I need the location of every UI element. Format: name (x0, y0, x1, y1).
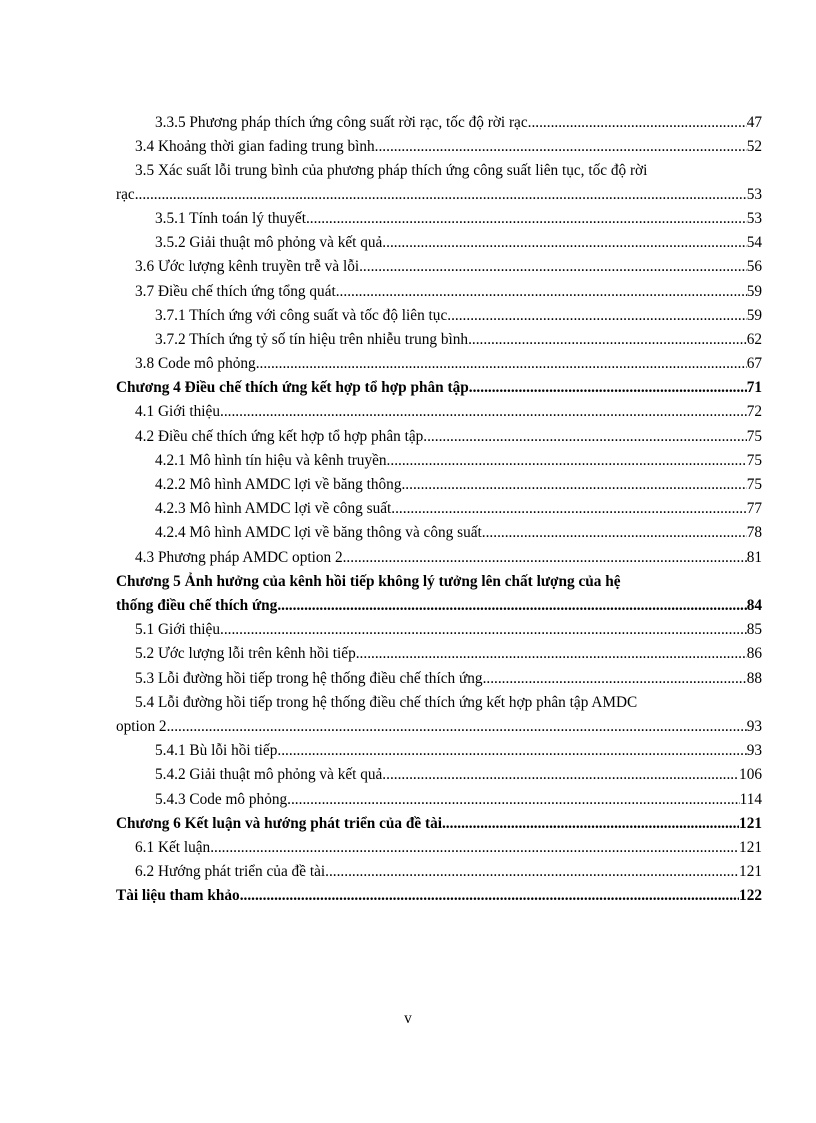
leader-dots (306, 210, 747, 228)
toc-entry-title: 5.1 Giới thiệu (135, 621, 220, 638)
toc-entry[interactable] (116, 791, 762, 813)
toc-entry[interactable] (116, 621, 762, 643)
toc-entry[interactable] (116, 670, 762, 692)
toc-entry[interactable] (116, 839, 762, 861)
leader-dots (343, 549, 747, 567)
toc-entry[interactable] (116, 549, 762, 571)
toc-entry[interactable] (116, 766, 762, 788)
leader-dots (382, 766, 739, 784)
toc-entry-page: 54 (746, 234, 762, 251)
leader-dots (167, 718, 747, 736)
leader-dots (423, 428, 746, 446)
toc-entry-page: 53 (746, 210, 762, 227)
leader-dots (277, 597, 746, 615)
toc-entry[interactable] (116, 258, 762, 280)
toc-entry-page: 122 (739, 887, 762, 904)
toc-entry-page: 59 (746, 307, 762, 324)
toc-entry-page: 52 (746, 138, 762, 155)
toc-entry-title: 4.3 Phương pháp AMDC option 2 (135, 549, 343, 566)
leader-dots (483, 670, 747, 688)
toc-entry-title: 3.8 Code mô phỏng (135, 355, 256, 372)
toc-entry[interactable] (116, 718, 762, 740)
toc-entry-page: 121 (739, 863, 762, 880)
leader-dots (442, 815, 739, 833)
toc-entry-title: rạc (116, 186, 135, 203)
leader-dots (336, 283, 747, 301)
leader-dots (325, 863, 739, 881)
toc-entry[interactable] (116, 742, 762, 764)
toc-chapter-entry[interactable] (116, 815, 762, 837)
toc-entry-page: 67 (746, 355, 762, 372)
toc-entry-title: 5.2 Ước lượng lỗi trên kênh hồi tiếp (135, 645, 356, 662)
toc-entry-title: Chương 4 Điều chế thích ứng kết hợp tổ hợp phân tập (116, 379, 469, 396)
toc-entry[interactable] (116, 307, 762, 329)
toc-entry-page: 75 (746, 476, 762, 493)
toc-chapter-entry[interactable] (116, 597, 762, 619)
toc-entry-title: 4.2.1 Mô hình tín hiệu và kênh truyền (155, 452, 387, 469)
toc-entry-page: 85 (746, 621, 762, 638)
toc-entry-page: 47 (746, 114, 762, 131)
toc-entry[interactable] (116, 331, 762, 353)
toc-entry-title: 3.3.5 Phương pháp thích ứng công suất rời rạc, tốc độ rời rạc (155, 114, 528, 131)
toc-entry-page: 75 (746, 452, 762, 469)
toc-entry-page: 59 (746, 283, 762, 300)
toc-entry-title: 5.4.3 Code mô phỏng (155, 791, 288, 808)
leader-dots (401, 476, 746, 494)
leader-dots (256, 355, 747, 373)
toc-entry-title: 3.6 Ước lượng kênh truyền trễ và lỗi (135, 258, 360, 275)
leader-dots (287, 791, 739, 809)
toc-entry[interactable] (116, 138, 762, 160)
leader-dots (469, 379, 747, 397)
toc-entry-title: 4.2.2 Mô hình AMDC lợi về băng thông (155, 476, 402, 493)
toc-entry-page: 62 (746, 331, 762, 348)
leader-dots (391, 500, 746, 518)
toc-entry-title: 3.5.2 Giải thuật mô phỏng và kết quả (155, 234, 383, 251)
toc-entry[interactable] (116, 114, 762, 136)
toc-entry[interactable] (116, 210, 762, 232)
toc-entry-title-line1[interactable]: 5.4 Lỗi đường hồi tiếp trong hệ thống điều chế thích ứng kết hợp phân tập AMDC (135, 694, 638, 711)
toc-entry-title: 3.7 Điều chế thích ứng tổng quát (135, 283, 336, 300)
leader-dots (240, 887, 739, 905)
toc-entry[interactable] (116, 186, 762, 208)
leader-dots (382, 234, 746, 252)
toc-entry-title: 3.4 Khoảng thời gian fading trung bình (135, 138, 375, 155)
toc-entry-title: 4.2.4 Mô hình AMDC lợi về băng thông và công suất (155, 524, 482, 541)
toc-entry-title: thống điều chế thích ứng (116, 597, 278, 614)
leader-dots (375, 138, 747, 156)
toc-entry-title: 6.2 Hướng phát triển của đề tài (135, 863, 326, 880)
toc-chapter-entry[interactable] (116, 887, 762, 909)
toc-entry-title: 5.3 Lỗi đường hồi tiếp trong hệ thống điều chế thích ứng (135, 670, 483, 687)
toc-chapter-title-line1[interactable]: Chương 5 Ảnh hưởng của kênh hồi tiếp không lý tưởng lên chất lượng của hệ (116, 573, 621, 590)
toc-entry-title: 3.7.1 Thích ứng với công suất và tốc độ liên tục (155, 307, 448, 324)
toc-entry-title: Tài liệu tham khảo (116, 887, 240, 904)
leader-dots (220, 621, 747, 639)
leader-dots (447, 307, 746, 325)
toc-entry-page: 71 (746, 379, 762, 396)
toc-entry[interactable] (116, 524, 762, 546)
toc-entry[interactable] (116, 863, 762, 885)
toc-entry-page: 86 (746, 645, 762, 662)
toc-entry-title: 3.5.1 Tính toán lý thuyết (155, 210, 306, 227)
toc-entry-title: 5.4.1 Bù lỗi hồi tiếp (155, 742, 278, 759)
toc-entry-page: 121 (739, 815, 762, 832)
toc-entry-title: 5.4.2 Giải thuật mô phỏng và kết quả (155, 766, 383, 783)
toc-entry[interactable] (116, 234, 762, 256)
toc-entry-title: 4.2 Điều chế thích ứng kết hợp tổ hợp phân tập (135, 428, 424, 445)
leader-dots (468, 331, 747, 349)
toc-entry-title-line1[interactable]: 3.5 Xác suất lỗi trung bình của phương pháp thích ứng công suất liên tục, tốc độ rời (135, 162, 648, 179)
toc-entry-title: Chương 6 Kết luận và hướng phát triển của đề tài (116, 815, 442, 832)
toc-entry[interactable] (116, 500, 762, 522)
toc-entry[interactable] (116, 476, 762, 498)
toc-entry-page: 121 (739, 839, 762, 856)
toc-entry-page: 72 (746, 403, 762, 420)
leader-dots (482, 524, 747, 542)
toc-entry-title: 4.2.3 Mô hình AMDC lợi về công suất (155, 500, 392, 517)
toc-entry-title: 6.1 Kết luận (135, 839, 211, 856)
leader-dots (220, 403, 747, 421)
toc-entry-title: 3.7.2 Thích ứng tỷ số tín hiệu trên nhiễu trung bình (155, 331, 469, 348)
page-number: v (404, 1010, 412, 1027)
toc-entry-page: 56 (746, 258, 762, 275)
leader-dots (277, 742, 746, 760)
toc-entry[interactable] (116, 428, 762, 450)
toc-entry-page: 75 (746, 428, 762, 445)
leader-dots (210, 839, 739, 857)
toc-entry-page: 88 (746, 670, 762, 687)
toc-entry[interactable] (116, 283, 762, 305)
toc-entry-page: 77 (746, 500, 762, 517)
leader-dots (135, 186, 747, 204)
toc-entry-title: option 2 (116, 718, 167, 735)
toc-entry-page: 84 (746, 597, 762, 614)
leader-dots (528, 114, 747, 132)
toc-entry[interactable] (116, 403, 762, 425)
toc-entry[interactable] (116, 452, 762, 474)
leader-dots (356, 645, 747, 663)
toc-entry-page: 78 (746, 524, 762, 541)
toc-entry-title: 4.1 Giới thiệu (135, 403, 220, 420)
toc-entry-page: 114 (739, 791, 762, 808)
toc-entry-page: 81 (746, 549, 762, 566)
toc-entry[interactable] (116, 355, 762, 377)
toc-entry-page: 53 (746, 186, 762, 203)
toc-entry-page: 93 (746, 718, 762, 735)
toc-entry-page: 106 (739, 766, 762, 783)
toc-chapter-entry[interactable] (116, 379, 762, 401)
leader-dots (387, 452, 747, 470)
toc-entry-page: 93 (746, 742, 762, 759)
leader-dots (359, 258, 747, 276)
toc-entry[interactable] (116, 645, 762, 667)
